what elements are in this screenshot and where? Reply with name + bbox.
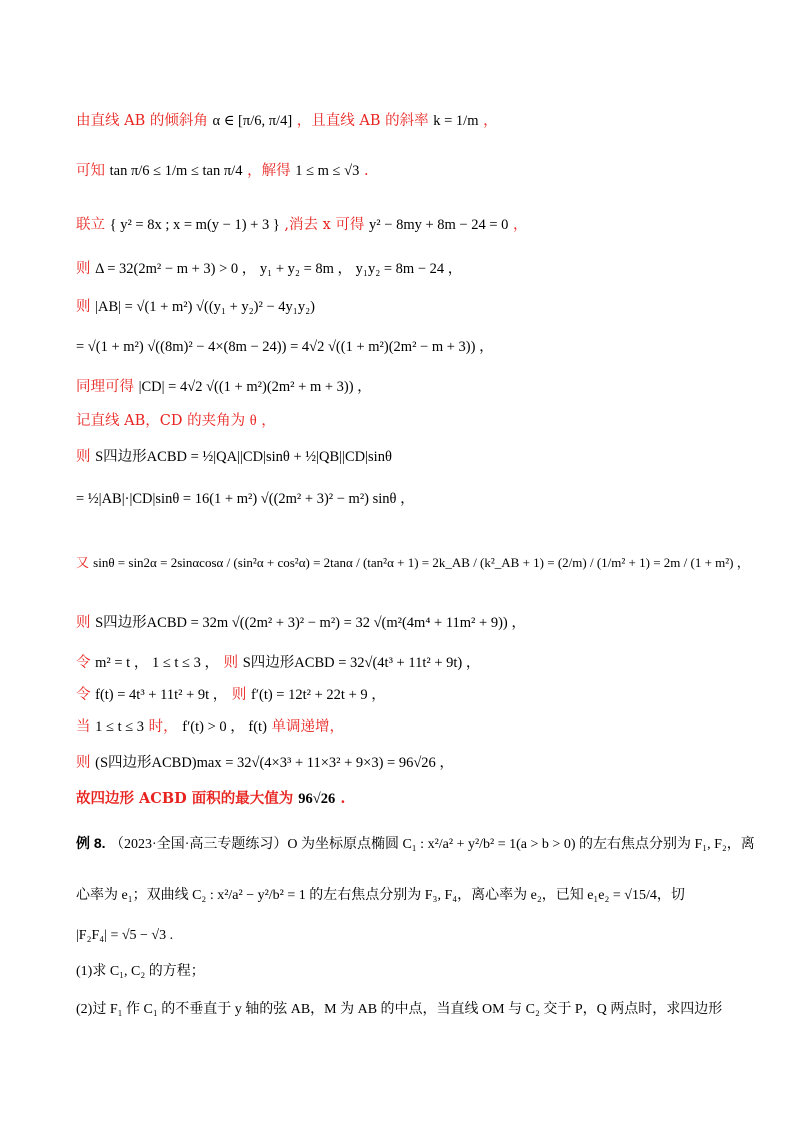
- solution-line-5: [76, 296, 315, 318]
- text: 令: [76, 687, 91, 703]
- solution-line-12: [76, 612, 526, 634]
- solution-conclusion: [76, 788, 345, 810]
- formula: S四边形ACBD = 32m √((2m² + 3)² − m²) = 32 √(m²(4m⁴ + 11m² + 9)) ，: [95, 615, 526, 631]
- solution-line-9: [76, 446, 392, 468]
- formula: y² − 8my + 8m − 24 = 0: [369, 217, 509, 233]
- formula: f(t) = 4t³ + 11t² + 9t ，: [95, 687, 228, 703]
- text: ，解得: [247, 163, 291, 179]
- formula: |AB| = √(1 + m²) √((y₁ + y₂)² − 4y₁y₂): [95, 299, 315, 315]
- text: 则: [76, 299, 91, 315]
- formula: |CD| = 4√2 √((1 + m²)(2m² + m + 3)) ，: [138, 379, 372, 395]
- formula: 1 ≤ t ≤ 3: [95, 719, 145, 735]
- text: 则: [76, 261, 91, 277]
- question-text: (1)求 C₁, C₂ 的方程；: [76, 964, 205, 979]
- example-text: |F₂F₄| = √5 − √3 .: [76, 928, 174, 943]
- text: .: [340, 790, 346, 807]
- text: 则: [76, 449, 91, 465]
- formula: 96√26: [298, 791, 336, 807]
- text: 联立: [76, 217, 105, 233]
- solution-line-6: [76, 336, 494, 358]
- formula: 1 ≤ m ≤ √3: [295, 163, 360, 179]
- question-1: [76, 960, 205, 983]
- text: ,消去 x 可得: [284, 217, 365, 233]
- solution-line-3: [76, 214, 528, 236]
- formula: m² = t ， 1 ≤ t ≤ 3 ，: [95, 655, 220, 671]
- text: 故四边形 ACBD 面积的最大值为: [76, 790, 294, 807]
- example-line-3: [76, 924, 173, 947]
- example-text: 心率为 e₁；双曲线 C₂ : x²/a² − y²/b² = 1 的左右焦点分别为 F₃, F₄，离心率为 e₂，已知 e₁e₂ = √15/4，切: [76, 888, 685, 903]
- formula: θ: [249, 413, 257, 429]
- text: ，: [513, 217, 528, 233]
- formula: α ∈ [π/6, π/4]: [212, 113, 293, 129]
- formula: tan π/6 ≤ 1/m ≤ tan π/4: [109, 163, 243, 179]
- question-2: [76, 998, 722, 1021]
- formula: S四边形ACBD = 32√(4t³ + 11t² + 9t) ，: [242, 655, 481, 671]
- text: 当: [76, 719, 91, 735]
- solution-line-16: [76, 752, 454, 774]
- formula: = √(1 + m²) √((8m)² − 4×(8m − 24)) = 4√2 √((1 + m²)(2m² − m + 3)) ，: [76, 339, 494, 355]
- text: 令: [76, 655, 91, 671]
- text: ，: [261, 413, 276, 429]
- text: 记直线 AB，CD 的夹角为: [76, 413, 246, 429]
- solution-line-14: [76, 684, 386, 706]
- solution-line-2: [76, 160, 369, 182]
- text: .: [363, 163, 369, 179]
- text: ，: [483, 113, 498, 129]
- example-label: 例 8.: [76, 835, 106, 851]
- formula: = ½|AB|·|CD|sinθ = 16(1 + m²) √((2m² + 3)² − m²) sinθ ，: [76, 491, 415, 507]
- formula: S四边形ACBD = ½|QA||CD|sinθ + ½|QB||CD|sinθ: [95, 449, 392, 465]
- example-text: （2023·全国·高三专题练习）O 为坐标原点椭圆 C₁ : x²/a² + y²/b² = 1(a > b > 0) 的左右焦点分别为 F₁, F₂，离: [110, 837, 755, 852]
- formula: k = 1/m: [433, 113, 479, 129]
- text: 则: [231, 687, 247, 703]
- text: 时，: [148, 719, 178, 735]
- text: ，且直线 AB 的斜率: [296, 113, 429, 129]
- formula: f′(t) > 0 ， f(t): [182, 719, 267, 735]
- text: 则: [76, 755, 91, 771]
- solution-line-11: [76, 552, 750, 575]
- formula: { y² = 8x ; x = m(y − 1) + 3 }: [109, 217, 280, 233]
- formula: (S四边形ACBD)max = 32√(4×3³ + 11×3² + 9×3) = 96√26 ，: [95, 755, 454, 771]
- text: 则: [223, 655, 239, 671]
- question-text: (2)过 F₁ 作 C₁ 的不垂直于 y 轴的弦 AB，M 为 AB 的中点，当直线 OM 与 C₂ 交于 P，Q 两点时，求四边形: [76, 1002, 723, 1017]
- text: 则: [76, 615, 91, 631]
- formula: Δ = 32(2m² − m + 3) > 0 ， y₁ + y₂ = 8m ， y₁y₂ = 8m − 24 ，: [95, 261, 463, 277]
- formula: sinθ = sin2α = 2sinαcosα / (sin²α + cos²α) = 2tanα / (tan²α + 1) = 2k_AB / (k²_AB + 1) = (2/m) / (1/m² + 1) = 2m / (1 + m²) ，: [93, 555, 750, 570]
- text: 由直线 AB 的倾斜角: [76, 113, 208, 129]
- text: 又: [76, 556, 90, 571]
- solution-line-10: [76, 488, 415, 510]
- example-line-2: [76, 884, 685, 907]
- solution-line-7: [76, 376, 372, 398]
- solution-line-13: [76, 652, 480, 674]
- text: 同理可得: [76, 379, 134, 395]
- formula: f′(t) = 12t² + 22t + 9 ，: [251, 687, 386, 703]
- example-line-1: [76, 832, 755, 856]
- text: 可知: [76, 163, 105, 179]
- solution-line-15: [76, 716, 344, 738]
- solution-line-1: [76, 110, 498, 132]
- solution-line-8: [76, 410, 276, 432]
- text: 单调递增，: [271, 719, 345, 735]
- solution-line-4: [76, 258, 462, 280]
